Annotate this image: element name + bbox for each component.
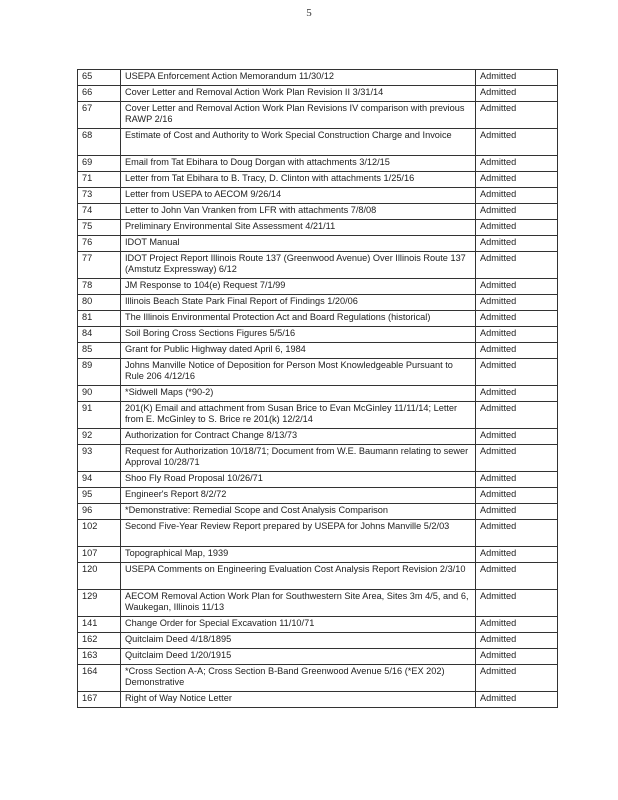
exhibit-number: 81 bbox=[78, 311, 121, 327]
exhibit-number: 91 bbox=[78, 402, 121, 429]
exhibit-status: Admitted bbox=[476, 590, 558, 617]
exhibit-description: Cover Letter and Removal Action Work Plan Revisions IV comparison with previous RAWP 2/16 bbox=[121, 102, 476, 129]
exhibit-status: Admitted bbox=[476, 504, 558, 520]
exhibit-description: Second Five-Year Review Report prepared by USEPA for Johns Manville 5/2/03 bbox=[121, 520, 476, 547]
exhibit-description: Change Order for Special Excavation 11/10/71 bbox=[121, 617, 476, 633]
exhibit-description: Preliminary Environmental Site Assessment 4/21/11 bbox=[121, 220, 476, 236]
exhibit-description: JM Response to 104(e) Request 7/1/99 bbox=[121, 279, 476, 295]
exhibit-number: 92 bbox=[78, 429, 121, 445]
exhibit-number: 164 bbox=[78, 665, 121, 692]
table-row bbox=[78, 70, 558, 86]
page-number: 5 bbox=[306, 7, 312, 19]
exhibit-status: Admitted bbox=[476, 86, 558, 102]
exhibit-description: Grant for Public Highway dated April 6, 1984 bbox=[121, 343, 476, 359]
exhibit-status: Admitted bbox=[476, 188, 558, 204]
exhibit-status: Admitted bbox=[476, 692, 558, 708]
exhibit-number: 66 bbox=[78, 86, 121, 102]
table-row bbox=[78, 547, 558, 563]
table-row bbox=[78, 445, 558, 472]
exhibit-number: 120 bbox=[78, 563, 121, 590]
exhibit-status: Admitted bbox=[476, 129, 558, 156]
exhibit-description: Request for Authorization 10/18/71; Document from W.E. Baumann relating to sewer Approval 10/28/71 bbox=[121, 445, 476, 472]
exhibit-number: 65 bbox=[78, 70, 121, 86]
exhibit-description: The Illinois Environmental Protection Act and Board Regulations (historical) bbox=[121, 311, 476, 327]
exhibit-status: Admitted bbox=[476, 279, 558, 295]
exhibit-number: 69 bbox=[78, 156, 121, 172]
exhibit-number: 74 bbox=[78, 204, 121, 220]
table-row bbox=[78, 311, 558, 327]
exhibit-status: Admitted bbox=[476, 402, 558, 429]
exhibit-status: Admitted bbox=[476, 220, 558, 236]
exhibit-number: 129 bbox=[78, 590, 121, 617]
table-row bbox=[78, 520, 558, 547]
exhibit-number: 85 bbox=[78, 343, 121, 359]
table-row bbox=[78, 402, 558, 429]
exhibit-number: 77 bbox=[78, 252, 121, 279]
exhibit-description: Quitclaim Deed 1/20/1915 bbox=[121, 649, 476, 665]
exhibit-table bbox=[77, 69, 558, 708]
exhibit-number: 73 bbox=[78, 188, 121, 204]
exhibit-status: Admitted bbox=[476, 102, 558, 129]
exhibit-description: Letter from USEPA to AECOM 9/26/14 bbox=[121, 188, 476, 204]
exhibit-status: Admitted bbox=[476, 520, 558, 547]
exhibit-description: Johns Manville Notice of Deposition for Person Most Knowledgeable Pursuant to Rule 206 4/12/16 bbox=[121, 359, 476, 386]
exhibit-number: 93 bbox=[78, 445, 121, 472]
exhibit-description: Authorization for Contract Change 8/13/73 bbox=[121, 429, 476, 445]
table-row bbox=[78, 188, 558, 204]
exhibit-status: Admitted bbox=[476, 70, 558, 86]
exhibit-number: 89 bbox=[78, 359, 121, 386]
exhibit-status: Admitted bbox=[476, 472, 558, 488]
exhibit-status: Admitted bbox=[476, 445, 558, 472]
table-row bbox=[78, 327, 558, 343]
exhibit-description: Letter to John Van Vranken from LFR with attachments 7/8/08 bbox=[121, 204, 476, 220]
exhibit-number: 80 bbox=[78, 295, 121, 311]
exhibit-number: 84 bbox=[78, 327, 121, 343]
exhibit-number: 94 bbox=[78, 472, 121, 488]
table-row bbox=[78, 172, 558, 188]
table-row bbox=[78, 633, 558, 649]
table-row bbox=[78, 472, 558, 488]
exhibit-status: Admitted bbox=[476, 359, 558, 386]
exhibit-status: Admitted bbox=[476, 311, 558, 327]
exhibit-status: Admitted bbox=[476, 488, 558, 504]
exhibit-description: Estimate of Cost and Authority to Work Special Construction Charge and Invoice bbox=[121, 129, 476, 156]
exhibit-status: Admitted bbox=[476, 665, 558, 692]
exhibit-status: Admitted bbox=[476, 429, 558, 445]
table-row bbox=[78, 386, 558, 402]
exhibit-status: Admitted bbox=[476, 563, 558, 590]
exhibit-description: 201(K) Email and attachment from Susan Brice to Evan McGinley 11/11/14; Letter from E. McGinley to S. Brice re 201(k) 12/2/14 bbox=[121, 402, 476, 429]
exhibit-status: Admitted bbox=[476, 156, 558, 172]
exhibit-status: Admitted bbox=[476, 172, 558, 188]
table-row bbox=[78, 236, 558, 252]
exhibit-number: 141 bbox=[78, 617, 121, 633]
table-row bbox=[78, 295, 558, 311]
exhibit-number: 167 bbox=[78, 692, 121, 708]
table-row bbox=[78, 649, 558, 665]
exhibit-number: 102 bbox=[78, 520, 121, 547]
exhibit-description: *Cross Section A-A; Cross Section B-Band Greenwood Avenue 5/16 (*EX 202) Demonstrative bbox=[121, 665, 476, 692]
table-row bbox=[78, 488, 558, 504]
exhibit-number: 95 bbox=[78, 488, 121, 504]
table-row bbox=[78, 590, 558, 617]
exhibit-number: 90 bbox=[78, 386, 121, 402]
exhibit-number: 96 bbox=[78, 504, 121, 520]
table-row bbox=[78, 343, 558, 359]
exhibit-description: *Demonstrative: Remedial Scope and Cost Analysis Comparison bbox=[121, 504, 476, 520]
exhibit-number: 75 bbox=[78, 220, 121, 236]
exhibit-number: 162 bbox=[78, 633, 121, 649]
table-row bbox=[78, 279, 558, 295]
exhibit-number: 76 bbox=[78, 236, 121, 252]
exhibit-number: 78 bbox=[78, 279, 121, 295]
exhibit-description: IDOT Manual bbox=[121, 236, 476, 252]
table-row bbox=[78, 692, 558, 708]
exhibit-status: Admitted bbox=[476, 204, 558, 220]
exhibit-description: USEPA Comments on Engineering Evaluation Cost Analysis Report Revision 2/3/10 bbox=[121, 563, 476, 590]
exhibit-status: Admitted bbox=[476, 649, 558, 665]
exhibit-status: Admitted bbox=[476, 252, 558, 279]
exhibit-number: 67 bbox=[78, 102, 121, 129]
exhibit-status: Admitted bbox=[476, 617, 558, 633]
exhibit-status: Admitted bbox=[476, 386, 558, 402]
exhibit-status: Admitted bbox=[476, 343, 558, 359]
exhibit-description: Shoo Fly Road Proposal 10/26/71 bbox=[121, 472, 476, 488]
table-row bbox=[78, 204, 558, 220]
table-row bbox=[78, 129, 558, 156]
exhibit-description: AECOM Removal Action Work Plan for Southwestern Site Area, Sites 3m 4/5, and 6, Waukegan, Illinois 11/13 bbox=[121, 590, 476, 617]
exhibit-number: 68 bbox=[78, 129, 121, 156]
exhibit-description: IDOT Project Report Illinois Route 137 (Greenwood Avenue) Over Illinois Route 137 (Amstutz Expressway) 6/12 bbox=[121, 252, 476, 279]
exhibit-description: Cover Letter and Removal Action Work Plan Revision II 3/31/14 bbox=[121, 86, 476, 102]
exhibit-description: Quitclaim Deed 4/18/1895 bbox=[121, 633, 476, 649]
exhibit-description: Right of Way Notice Letter bbox=[121, 692, 476, 708]
table-row bbox=[78, 359, 558, 386]
table-row bbox=[78, 429, 558, 445]
exhibit-status: Admitted bbox=[476, 236, 558, 252]
exhibit-description: USEPA Enforcement Action Memorandum 11/30/12 bbox=[121, 70, 476, 86]
table-row bbox=[78, 665, 558, 692]
exhibit-status: Admitted bbox=[476, 327, 558, 343]
exhibit-number: 107 bbox=[78, 547, 121, 563]
exhibit-number: 71 bbox=[78, 172, 121, 188]
table-row bbox=[78, 617, 558, 633]
table-row bbox=[78, 504, 558, 520]
table-row bbox=[78, 563, 558, 590]
exhibit-status: Admitted bbox=[476, 633, 558, 649]
exhibit-description: *Sidwell Maps (*90-2) bbox=[121, 386, 476, 402]
exhibit-description: Letter from Tat Ebihara to B. Tracy, D. Clinton with attachments 1/25/16 bbox=[121, 172, 476, 188]
exhibit-status: Admitted bbox=[476, 547, 558, 563]
exhibit-description: Soil Boring Cross Sections Figures 5/5/16 bbox=[121, 327, 476, 343]
table-row bbox=[78, 220, 558, 236]
exhibit-description: Engineer's Report 8/2/72 bbox=[121, 488, 476, 504]
exhibit-description: Email from Tat Ebihara to Doug Dorgan with attachments 3/12/15 bbox=[121, 156, 476, 172]
exhibit-table-body bbox=[78, 70, 558, 708]
table-row bbox=[78, 86, 558, 102]
table-row bbox=[78, 252, 558, 279]
exhibit-status: Admitted bbox=[476, 295, 558, 311]
exhibit-number: 163 bbox=[78, 649, 121, 665]
table-row bbox=[78, 102, 558, 129]
table-row bbox=[78, 156, 558, 172]
exhibit-description: Topographical Map, 1939 bbox=[121, 547, 476, 563]
exhibit-description: Illinois Beach State Park Final Report of Findings 1/20/06 bbox=[121, 295, 476, 311]
